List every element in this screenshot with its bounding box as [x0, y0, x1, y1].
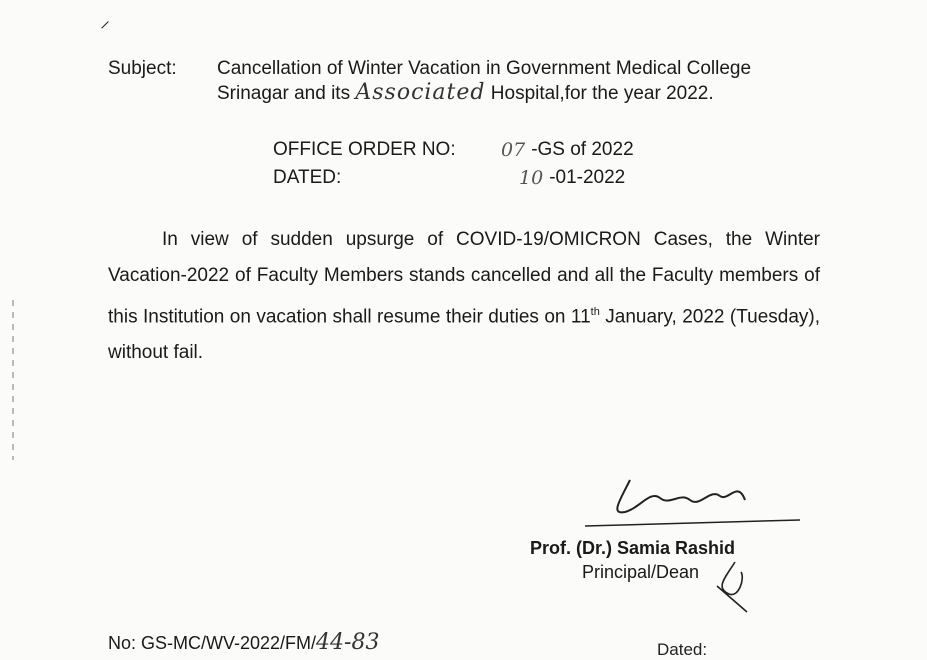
dated-label: DATED: [273, 167, 342, 188]
office-order-block [273, 136, 634, 192]
office-order-row [273, 136, 634, 164]
signatory-name: Prof. (Dr.) Samia Rashid [530, 538, 736, 558]
subject-line-2 [217, 81, 857, 106]
subject-line-1: Cancellation of Winter Vacation in Government Medical College [217, 58, 752, 79]
dated-rest: -01-2022 [549, 167, 626, 188]
reference-number-label: No: GS-MC/WV-2022/FM/ [108, 633, 317, 653]
body-superscript: th [590, 306, 600, 318]
office-order-number: 07 [501, 139, 526, 161]
subject-label: Subject: [108, 58, 177, 79]
corner-mark: ⸝ [100, 10, 110, 32]
reference-number-handwritten: 44-83 [316, 630, 380, 655]
handwritten-signature [570, 470, 810, 532]
initial-scribble [705, 558, 755, 614]
dated-day: 10 [519, 167, 544, 189]
reference-number-line [108, 630, 379, 655]
signature-text: Rashid [572, 477, 579, 479]
footer-dated-label: Dated: [657, 640, 708, 659]
subject-line-2-prefix: Srinagar and its [217, 83, 351, 104]
dated-row [273, 164, 634, 192]
scan-edge-mark [12, 300, 14, 460]
body-text-part-1: In view of sudden upsurge of COVID-19/OMICRON Cases, the Winter Vacation-2022 of Faculty Members stands cancelled and all the Faculty members of this Institution on vacation shall resume their duties on 11 [108, 229, 820, 328]
order-body [108, 222, 820, 371]
subject-handwritten-word: Associated [355, 80, 486, 105]
office-order-suffix: -GS of 2022 [531, 139, 634, 160]
signatory-role: Principal/Dean [582, 562, 700, 582]
office-order-label: OFFICE ORDER NO: [273, 139, 456, 160]
subject-line-2-suffix: Hospital,for the year 2022. [490, 83, 714, 104]
footer-dated [657, 640, 707, 660]
body-text-part-2: January, 2022 (Tuesday), without fail. [108, 306, 820, 364]
subject-text [217, 57, 857, 106]
signature-block [530, 470, 800, 620]
